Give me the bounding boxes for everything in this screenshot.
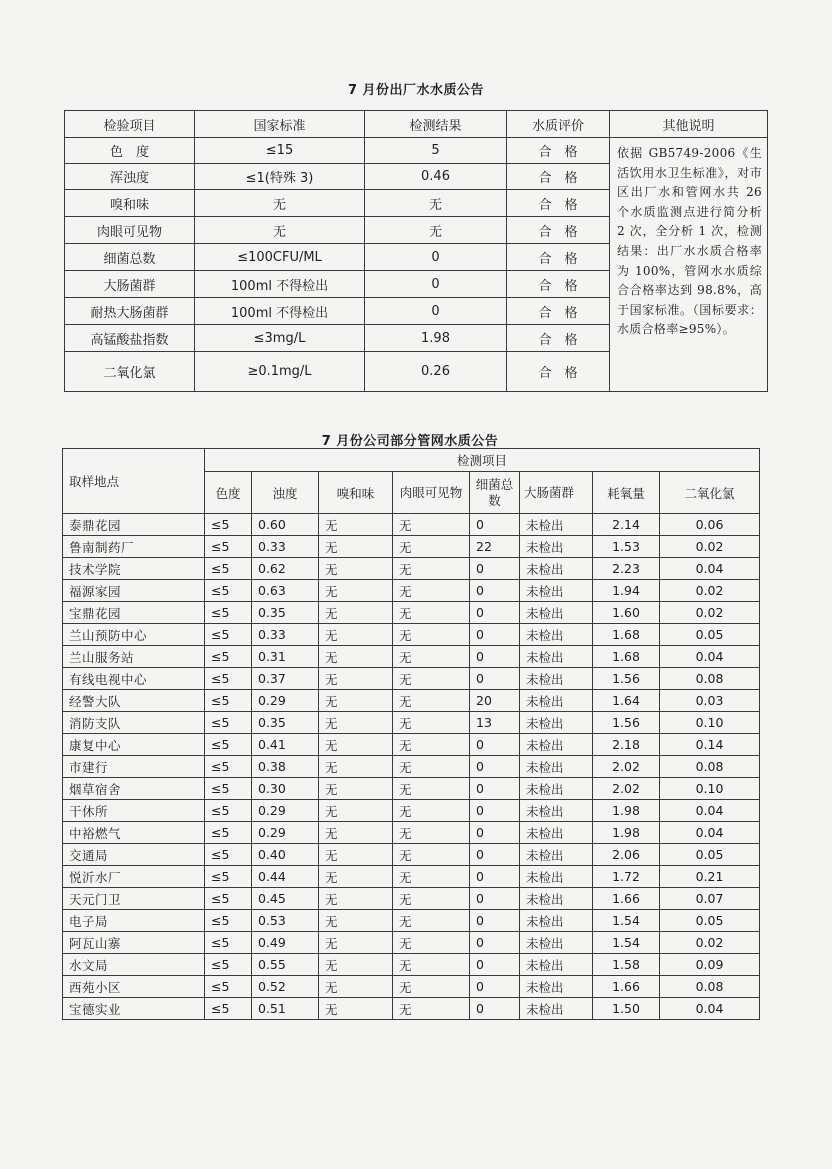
cell-odor: 无 — [319, 690, 393, 712]
cell-oxygen-consumption: 2.02 — [593, 778, 660, 800]
cell-visible-matter: 无 — [393, 778, 470, 800]
cell-bacteria: 20 — [470, 690, 520, 712]
cell-coliform: 未检出 — [520, 536, 593, 558]
cell-color: ≤5 — [205, 844, 252, 866]
cell-turbidity: 0.35 — [252, 602, 319, 624]
cell-evaluation: 合 格 — [507, 164, 610, 190]
cell-chlorine-dioxide: 0.10 — [660, 712, 760, 734]
cell-location: 市建行 — [63, 756, 205, 778]
cell-result: 0 — [365, 271, 507, 298]
cell-turbidity: 0.51 — [252, 998, 319, 1020]
notes-text: 依据 GB5749-2006《生活饮用水卫生标准》，对市区出厂水和管网水共 26 个水质监测点进行简分析 2 次，全分析 1 次，检测结果：出厂水水质合格率为 100%，管网水水质综合合格率达到 98.8%，高于国家标准。（国标要求：水质合格率≥95%）。 — [610, 138, 768, 392]
cell-chlorine-dioxide: 0.08 — [660, 668, 760, 690]
cell-bacteria: 0 — [470, 624, 520, 646]
cell-oxygen-consumption: 1.72 — [593, 866, 660, 888]
cell-turbidity: 0.45 — [252, 888, 319, 910]
cell-color: ≤5 — [205, 580, 252, 602]
cell-color: ≤5 — [205, 734, 252, 756]
cell-chlorine-dioxide: 0.21 — [660, 866, 760, 888]
table2-row — [63, 514, 760, 536]
cell-turbidity: 0.29 — [252, 822, 319, 844]
cell-visible-matter: 无 — [393, 624, 470, 646]
cell-chlorine-dioxide: 0.09 — [660, 954, 760, 976]
cell-coliform: 未检出 — [520, 580, 593, 602]
cell-oxygen-consumption: 1.66 — [593, 976, 660, 998]
cell-visible-matter: 无 — [393, 712, 470, 734]
cell-location: 有线电视中心 — [63, 668, 205, 690]
cell-coliform: 未检出 — [520, 690, 593, 712]
cell-coliform: 未检出 — [520, 602, 593, 624]
cell-evaluation: 合 格 — [507, 244, 610, 271]
cell-visible-matter: 无 — [393, 756, 470, 778]
cell-visible-matter: 无 — [393, 580, 470, 602]
header-test-items: 检测项目 — [205, 449, 760, 472]
cell-visible-matter: 无 — [393, 932, 470, 954]
cell-turbidity: 0.33 — [252, 536, 319, 558]
table2-row — [63, 932, 760, 954]
header-col-bacteria: 细菌总数 — [470, 472, 520, 514]
cell-location: 水文局 — [63, 954, 205, 976]
table2-row — [63, 998, 760, 1020]
cell-oxygen-consumption: 1.54 — [593, 932, 660, 954]
table1-row — [65, 138, 768, 164]
cell-item: 色 度 — [65, 138, 195, 164]
cell-coliform: 未检出 — [520, 756, 593, 778]
cell-color: ≤5 — [205, 602, 252, 624]
cell-item: 大肠菌群 — [65, 271, 195, 298]
cell-bacteria: 0 — [470, 778, 520, 800]
cell-location: 消防支队 — [63, 712, 205, 734]
header-col-oxygen-consumption: 耗氧量 — [593, 472, 660, 514]
cell-odor: 无 — [319, 580, 393, 602]
cell-color: ≤5 — [205, 668, 252, 690]
cell-visible-matter: 无 — [393, 866, 470, 888]
table2-row — [63, 778, 760, 800]
cell-odor: 无 — [319, 976, 393, 998]
cell-standard: 100ml 不得检出 — [195, 298, 365, 325]
cell-evaluation: 合 格 — [507, 352, 610, 392]
table2-row — [63, 734, 760, 756]
cell-location: 鲁南制药厂 — [63, 536, 205, 558]
cell-turbidity: 0.49 — [252, 932, 319, 954]
cell-coliform: 未检出 — [520, 646, 593, 668]
cell-chlorine-dioxide: 0.05 — [660, 624, 760, 646]
cell-color: ≤5 — [205, 514, 252, 536]
cell-item: 肉眼可见物 — [65, 217, 195, 244]
cell-chlorine-dioxide: 0.05 — [660, 910, 760, 932]
cell-coliform: 未检出 — [520, 668, 593, 690]
cell-location: 烟草宿舍 — [63, 778, 205, 800]
cell-result: 无 — [365, 217, 507, 244]
cell-odor: 无 — [319, 822, 393, 844]
table2-row — [63, 646, 760, 668]
cell-bacteria: 0 — [470, 602, 520, 624]
cell-odor: 无 — [319, 756, 393, 778]
cell-oxygen-consumption: 1.60 — [593, 602, 660, 624]
cell-result: 0 — [365, 298, 507, 325]
cell-location: 干休所 — [63, 800, 205, 822]
cell-bacteria: 0 — [470, 910, 520, 932]
cell-oxygen-consumption: 2.02 — [593, 756, 660, 778]
cell-coliform: 未检出 — [520, 558, 593, 580]
cell-turbidity: 0.30 — [252, 778, 319, 800]
cell-odor: 无 — [319, 888, 393, 910]
cell-visible-matter: 无 — [393, 888, 470, 910]
table2-group-header-row — [63, 449, 760, 472]
cell-oxygen-consumption: 1.58 — [593, 954, 660, 976]
cell-odor: 无 — [319, 668, 393, 690]
cell-coliform: 未检出 — [520, 800, 593, 822]
header-col-color: 色度 — [205, 472, 252, 514]
cell-evaluation: 合 格 — [507, 298, 610, 325]
cell-color: ≤5 — [205, 976, 252, 998]
cell-bacteria: 22 — [470, 536, 520, 558]
header-sampling-location: 取样地点 — [63, 449, 205, 514]
cell-visible-matter: 无 — [393, 734, 470, 756]
cell-standard: 无 — [195, 217, 365, 244]
cell-bacteria: 0 — [470, 756, 520, 778]
cell-oxygen-consumption: 2.06 — [593, 844, 660, 866]
cell-odor: 无 — [319, 910, 393, 932]
cell-item: 细菌总数 — [65, 244, 195, 271]
cell-odor: 无 — [319, 624, 393, 646]
cell-bacteria: 0 — [470, 668, 520, 690]
header-result: 检测结果 — [365, 111, 507, 138]
cell-item: 二氧化氯 — [65, 352, 195, 392]
cell-location: 中裕燃气 — [63, 822, 205, 844]
cell-location: 宝鼎花园 — [63, 602, 205, 624]
cell-result: 0.46 — [365, 164, 507, 190]
cell-location: 悦沂水厂 — [63, 866, 205, 888]
header-standard: 国家标准 — [195, 111, 365, 138]
cell-visible-matter: 无 — [393, 998, 470, 1020]
cell-odor: 无 — [319, 954, 393, 976]
cell-coliform: 未检出 — [520, 932, 593, 954]
cell-bacteria: 0 — [470, 888, 520, 910]
cell-visible-matter: 无 — [393, 558, 470, 580]
cell-odor: 无 — [319, 646, 393, 668]
cell-chlorine-dioxide: 0.04 — [660, 646, 760, 668]
cell-visible-matter: 无 — [393, 602, 470, 624]
cell-chlorine-dioxide: 0.14 — [660, 734, 760, 756]
table2-row — [63, 756, 760, 778]
cell-oxygen-consumption: 1.98 — [593, 822, 660, 844]
cell-standard: ≤15 — [195, 138, 365, 164]
cell-item: 耐热大肠菌群 — [65, 298, 195, 325]
table2-row — [63, 888, 760, 910]
cell-oxygen-consumption: 1.54 — [593, 910, 660, 932]
cell-coliform: 未检出 — [520, 910, 593, 932]
table2-row — [63, 602, 760, 624]
cell-location: 技术学院 — [63, 558, 205, 580]
cell-chlorine-dioxide: 0.04 — [660, 822, 760, 844]
cell-standard: ≤100CFU/ML — [195, 244, 365, 271]
cell-color: ≤5 — [205, 624, 252, 646]
cell-turbidity: 0.38 — [252, 756, 319, 778]
cell-oxygen-consumption: 2.18 — [593, 734, 660, 756]
cell-location: 康复中心 — [63, 734, 205, 756]
cell-bacteria: 0 — [470, 646, 520, 668]
header-col-coliform: 大肠菌群 — [520, 472, 593, 514]
cell-turbidity: 0.33 — [252, 624, 319, 646]
cell-oxygen-consumption: 2.23 — [593, 558, 660, 580]
cell-odor: 无 — [319, 734, 393, 756]
cell-color: ≤5 — [205, 888, 252, 910]
cell-odor: 无 — [319, 602, 393, 624]
cell-odor: 无 — [319, 932, 393, 954]
cell-color: ≤5 — [205, 932, 252, 954]
cell-bacteria: 0 — [470, 932, 520, 954]
cell-coliform: 未检出 — [520, 844, 593, 866]
cell-location: 泰鼎花园 — [63, 514, 205, 536]
cell-location: 经警大队 — [63, 690, 205, 712]
table2-title: 7 月份公司部分管网水质公告 — [321, 434, 499, 449]
cell-color: ≤5 — [205, 756, 252, 778]
table2-row — [63, 800, 760, 822]
cell-odor: 无 — [319, 844, 393, 866]
cell-location: 兰山预防中心 — [63, 624, 205, 646]
cell-oxygen-consumption: 1.94 — [593, 580, 660, 602]
cell-visible-matter: 无 — [393, 844, 470, 866]
cell-color: ≤5 — [205, 822, 252, 844]
table2-row — [63, 668, 760, 690]
cell-oxygen-consumption: 1.98 — [593, 800, 660, 822]
cell-visible-matter: 无 — [393, 690, 470, 712]
table2-row — [63, 844, 760, 866]
cell-oxygen-consumption: 1.68 — [593, 646, 660, 668]
table2-row — [63, 536, 760, 558]
cell-coliform: 未检出 — [520, 514, 593, 536]
table2-row — [63, 822, 760, 844]
header-item: 检验项目 — [65, 111, 195, 138]
cell-chlorine-dioxide: 0.08 — [660, 756, 760, 778]
cell-turbidity: 0.35 — [252, 712, 319, 734]
cell-chlorine-dioxide: 0.02 — [660, 536, 760, 558]
table2-row — [63, 910, 760, 932]
cell-color: ≤5 — [205, 866, 252, 888]
cell-odor: 无 — [319, 800, 393, 822]
table2-row — [63, 976, 760, 998]
cell-standard: 100ml 不得检出 — [195, 271, 365, 298]
cell-standard: ≤3mg/L — [195, 325, 365, 352]
table2-row — [63, 580, 760, 602]
cell-bacteria: 0 — [470, 976, 520, 998]
header-col-turbidity: 浊度 — [252, 472, 319, 514]
factory-water-quality-table — [64, 110, 768, 392]
cell-odor: 无 — [319, 866, 393, 888]
header-notes: 其他说明 — [610, 111, 768, 138]
cell-location: 电子局 — [63, 910, 205, 932]
cell-turbidity: 0.40 — [252, 844, 319, 866]
cell-bacteria: 0 — [470, 866, 520, 888]
cell-location: 兰山服务站 — [63, 646, 205, 668]
cell-result: 0 — [365, 244, 507, 271]
cell-oxygen-consumption: 1.68 — [593, 624, 660, 646]
cell-color: ≤5 — [205, 558, 252, 580]
cell-visible-matter: 无 — [393, 536, 470, 558]
cell-chlorine-dioxide: 0.04 — [660, 558, 760, 580]
cell-odor: 无 — [319, 712, 393, 734]
cell-chlorine-dioxide: 0.08 — [660, 976, 760, 998]
cell-location: 交通局 — [63, 844, 205, 866]
cell-turbidity: 0.63 — [252, 580, 319, 602]
cell-chlorine-dioxide: 0.10 — [660, 778, 760, 800]
cell-turbidity: 0.62 — [252, 558, 319, 580]
cell-coliform: 未检出 — [520, 888, 593, 910]
cell-result: 0.26 — [365, 352, 507, 392]
cell-bacteria: 13 — [470, 712, 520, 734]
cell-oxygen-consumption: 1.66 — [593, 888, 660, 910]
cell-coliform: 未检出 — [520, 624, 593, 646]
cell-turbidity: 0.41 — [252, 734, 319, 756]
cell-odor: 无 — [319, 558, 393, 580]
table2-row — [63, 624, 760, 646]
cell-chlorine-dioxide: 0.04 — [660, 998, 760, 1020]
cell-chlorine-dioxide: 0.06 — [660, 514, 760, 536]
cell-visible-matter: 无 — [393, 954, 470, 976]
cell-color: ≤5 — [205, 778, 252, 800]
cell-coliform: 未检出 — [520, 976, 593, 998]
cell-coliform: 未检出 — [520, 866, 593, 888]
cell-visible-matter: 无 — [393, 668, 470, 690]
cell-visible-matter: 无 — [393, 646, 470, 668]
cell-odor: 无 — [319, 536, 393, 558]
table2-row — [63, 866, 760, 888]
cell-evaluation: 合 格 — [507, 138, 610, 164]
cell-oxygen-consumption: 2.14 — [593, 514, 660, 536]
cell-color: ≤5 — [205, 646, 252, 668]
cell-turbidity: 0.55 — [252, 954, 319, 976]
cell-bacteria: 0 — [470, 580, 520, 602]
cell-color: ≤5 — [205, 910, 252, 932]
cell-color: ≤5 — [205, 712, 252, 734]
cell-item: 嗅和味 — [65, 190, 195, 217]
cell-odor: 无 — [319, 778, 393, 800]
cell-turbidity: 0.53 — [252, 910, 319, 932]
cell-result: 无 — [365, 190, 507, 217]
cell-turbidity: 0.52 — [252, 976, 319, 998]
cell-bacteria: 0 — [470, 800, 520, 822]
cell-chlorine-dioxide: 0.02 — [660, 602, 760, 624]
table2-row — [63, 690, 760, 712]
cell-turbidity: 0.37 — [252, 668, 319, 690]
cell-bacteria: 0 — [470, 822, 520, 844]
cell-coliform: 未检出 — [520, 712, 593, 734]
cell-evaluation: 合 格 — [507, 190, 610, 217]
cell-turbidity: 0.60 — [252, 514, 319, 536]
cell-coliform: 未检出 — [520, 954, 593, 976]
cell-bacteria: 0 — [470, 998, 520, 1020]
cell-location: 福源家园 — [63, 580, 205, 602]
pipe-network-water-quality-table — [62, 448, 760, 1020]
cell-coliform: 未检出 — [520, 778, 593, 800]
table1-title: 7 月份出厂水水质公告 — [347, 83, 485, 98]
cell-oxygen-consumption: 1.56 — [593, 668, 660, 690]
cell-bacteria: 0 — [470, 734, 520, 756]
cell-bacteria: 0 — [470, 954, 520, 976]
cell-coliform: 未检出 — [520, 734, 593, 756]
header-col-odor: 嗅和味 — [319, 472, 393, 514]
cell-color: ≤5 — [205, 800, 252, 822]
cell-evaluation: 合 格 — [507, 217, 610, 244]
header-col-visible-matter: 肉眼可见物 — [393, 472, 470, 514]
cell-visible-matter: 无 — [393, 800, 470, 822]
cell-item: 高锰酸盐指数 — [65, 325, 195, 352]
cell-coliform: 未检出 — [520, 998, 593, 1020]
cell-turbidity: 0.29 — [252, 800, 319, 822]
cell-chlorine-dioxide: 0.07 — [660, 888, 760, 910]
cell-oxygen-consumption: 1.53 — [593, 536, 660, 558]
table2-row — [63, 954, 760, 976]
cell-bacteria: 0 — [470, 844, 520, 866]
cell-turbidity: 0.44 — [252, 866, 319, 888]
header-col-chlorine-dioxide: 二氧化氯 — [660, 472, 760, 514]
cell-coliform: 未检出 — [520, 822, 593, 844]
cell-odor: 无 — [319, 998, 393, 1020]
cell-visible-matter: 无 — [393, 910, 470, 932]
cell-bacteria: 0 — [470, 514, 520, 536]
cell-visible-matter: 无 — [393, 822, 470, 844]
cell-item: 浑浊度 — [65, 164, 195, 190]
table1-header-row — [65, 111, 768, 138]
cell-oxygen-consumption: 1.64 — [593, 690, 660, 712]
cell-result: 1.98 — [365, 325, 507, 352]
cell-chlorine-dioxide: 0.02 — [660, 932, 760, 954]
cell-chlorine-dioxide: 0.05 — [660, 844, 760, 866]
cell-chlorine-dioxide: 0.03 — [660, 690, 760, 712]
cell-color: ≤5 — [205, 954, 252, 976]
cell-location: 西苑小区 — [63, 976, 205, 998]
cell-visible-matter: 无 — [393, 976, 470, 998]
cell-color: ≤5 — [205, 998, 252, 1020]
cell-color: ≤5 — [205, 690, 252, 712]
cell-result: 5 — [365, 138, 507, 164]
cell-bacteria: 0 — [470, 558, 520, 580]
table2-row — [63, 712, 760, 734]
table2-row — [63, 558, 760, 580]
cell-standard: ≥0.1mg/L — [195, 352, 365, 392]
cell-evaluation: 合 格 — [507, 271, 610, 298]
cell-odor: 无 — [319, 514, 393, 536]
cell-oxygen-consumption: 1.56 — [593, 712, 660, 734]
header-evaluation: 水质评价 — [507, 111, 610, 138]
cell-standard: ≤1(特殊 3) — [195, 164, 365, 190]
cell-color: ≤5 — [205, 536, 252, 558]
cell-chlorine-dioxide: 0.02 — [660, 580, 760, 602]
cell-location: 天元门卫 — [63, 888, 205, 910]
cell-visible-matter: 无 — [393, 514, 470, 536]
cell-evaluation: 合 格 — [507, 325, 610, 352]
cell-standard: 无 — [195, 190, 365, 217]
cell-location: 宝德实业 — [63, 998, 205, 1020]
cell-turbidity: 0.29 — [252, 690, 319, 712]
cell-turbidity: 0.31 — [252, 646, 319, 668]
cell-oxygen-consumption: 1.50 — [593, 998, 660, 1020]
cell-chlorine-dioxide: 0.04 — [660, 800, 760, 822]
cell-location: 阿瓦山寨 — [63, 932, 205, 954]
